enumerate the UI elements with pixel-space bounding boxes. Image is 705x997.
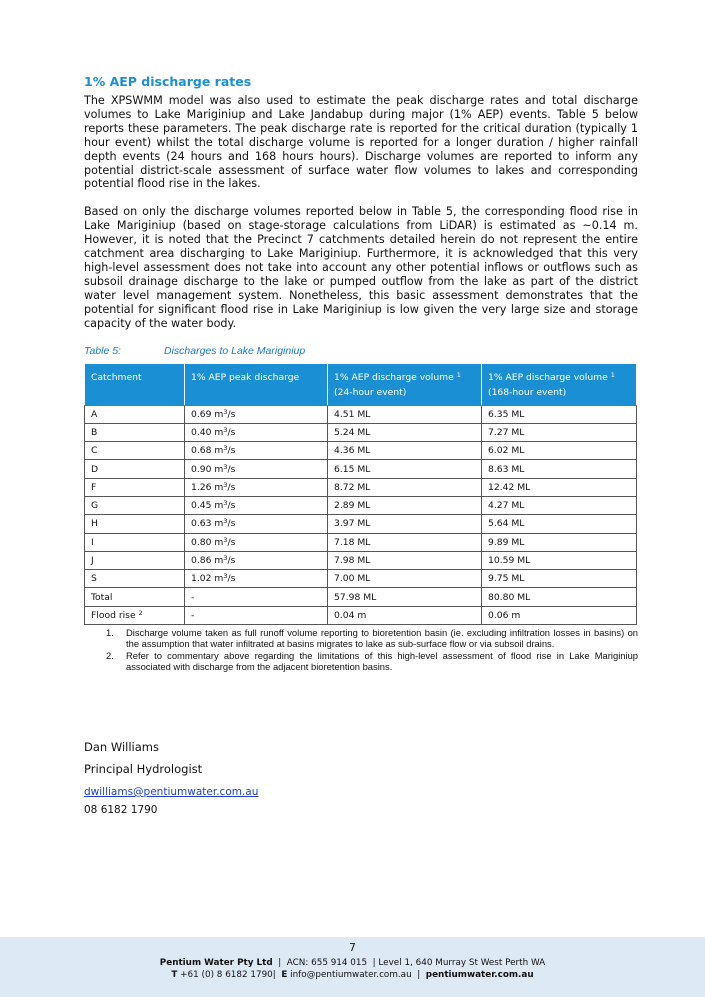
footnote-item [84,627,638,649]
page-footer [0,937,705,997]
footer-contact-line [0,970,705,980]
column-header [482,363,637,405]
cell-peak-discharge [185,551,328,569]
table-row [85,478,637,496]
cell-peak-discharge [185,478,328,496]
cell-peak-discharge [185,606,328,624]
unit-exponent: 3 [223,444,228,453]
catchment-label: D [91,463,99,475]
cell-volume-24h: 2.89 ML [328,496,482,514]
cell-catchment [85,423,185,441]
footer-company-name: Pentium Water Pty Ltd [159,958,273,968]
unit-exponent: 3 [223,462,228,471]
table-row [85,551,637,569]
peak-value: 0.80 m [191,536,224,548]
page-content [84,74,638,673]
cell-catchment [85,570,185,588]
cell-volume-168h: 6.35 ML [482,405,637,423]
cell-catchment [85,478,185,496]
catchment-label: I [91,536,94,548]
cell-volume-168h: 10.59 ML [482,551,637,569]
cell-peak-discharge [185,442,328,460]
unit-suffix: /s [227,555,236,567]
cell-peak-discharge [185,570,328,588]
cell-catchment [85,460,185,478]
footnote-ref: 1 [456,370,461,379]
peak-value: 0.86 m [191,555,224,567]
cell-volume-168h: 6.02 ML [482,442,637,460]
cell-volume-168h: 4.27 ML [482,496,637,514]
signatory-name: Dan Williams [84,740,159,754]
table-row [85,606,637,624]
cell-volume-24h: 7.98 ML [328,551,482,569]
cell-volume-24h: 4.36 ML [328,442,482,460]
footnote-number: 2. [106,650,114,662]
unit-suffix: /s [227,573,236,585]
catchment-label: J [91,555,94,567]
peak-value: 0.69 m [191,408,224,420]
table-header-row [85,363,637,405]
peak-value: 0.68 m [191,445,224,457]
cell-catchment [85,606,185,624]
cell-volume-24h: 0.04 m [328,606,482,624]
discharge-table [84,363,637,626]
signatory-phone: 08 6182 1790 [84,804,158,816]
cell-volume-168h: 12.42 ML [482,478,637,496]
cell-volume-168h: 9.75 ML [482,570,637,588]
unit-exponent: 3 [223,499,228,508]
peak-value: 1.02 m [191,573,224,585]
unit-suffix: /s [227,518,236,530]
footnote-ref: 2 [138,608,143,617]
table-row [85,570,637,588]
unit-exponent: 3 [223,480,228,489]
cell-peak-discharge [185,423,328,441]
column-header-label: 1% AEP discharge volume [334,371,457,383]
peak-value: - [191,591,195,603]
catchment-label: C [91,445,98,457]
column-header [185,363,328,405]
catchment-label: H [91,518,98,530]
unit-suffix: /s [227,463,236,475]
footnote-ref: 1 [610,370,615,379]
cell-peak-discharge [185,496,328,514]
cell-catchment [85,533,185,551]
table-row [85,588,637,606]
column-header-sublabel: (24-hour event) [334,386,407,398]
footer-phone: +61 (0) 8 6182 1790| [177,970,282,980]
catchment-label: A [91,408,98,420]
footer-company-line [0,958,705,968]
peak-value: 0.63 m [191,518,224,530]
paragraph-1: The XPSWMM model was also used to estimate the peak discharge rates and total discharge volumes to Lake Mariginiup and Lake Jandabup during major (1% AEP) events. Table 5 below reports these parameters. The peak discharge rate is reported for the critical duration (typically 1 hour event) whilst the total discharge volume is reported for a longer duration / higher rainfall depth events (24 hours and 168 hours hours). Discharge volumes are reported to inform any potential district-scale assessment of surface water flow volumes to lakes and corresponding potential flood rise in the lakes. [84,94,638,191]
table-row [85,423,637,441]
cell-volume-168h: 9.89 ML [482,533,637,551]
cell-volume-24h: 7.18 ML [328,533,482,551]
cell-volume-24h: 6.15 ML [328,460,482,478]
footnote-number: 1. [106,627,114,639]
table-footnotes [84,627,638,672]
unit-exponent: 3 [223,554,228,563]
table-row [85,533,637,551]
unit-suffix: /s [227,408,236,420]
section-heading: 1% AEP discharge rates [84,74,252,89]
unit-exponent: 3 [223,517,228,526]
footer-email: info@pentiumwater.com.au | [287,970,426,980]
cell-volume-24h: 7.00 ML [328,570,482,588]
footer-company-details: | ACN: 655 914 015 | Level 1, 640 Murray St West Perth WA [272,958,546,968]
table-row [85,442,637,460]
table-caption [84,345,638,357]
cell-volume-168h: 7.27 ML [482,423,637,441]
footnote-text: Discharge volume taken as full runoff volume reporting to bioretention basin (ie. excluding infiltration losses in basins) on the assumption that water infiltrated at basins migrates to lake as sub-surface flow or via subsoil drains. [126,627,638,650]
unit-suffix: /s [227,445,236,457]
footer-phone-label: T [171,970,178,980]
cell-catchment [85,442,185,460]
catchment-label: B [91,426,98,438]
cell-catchment [85,405,185,423]
unit-exponent: 3 [223,425,228,434]
page-number: 7 [349,942,356,954]
unit-suffix: /s [227,536,236,548]
column-header [85,363,185,405]
catchment-label: Total [91,591,113,603]
cell-catchment [85,551,185,569]
footnote-text: Refer to commentary above regarding the limitations of this high-level assessment of flood rise in Lake Mariginiup associated with discharge from the adjacent bioretention basins. [126,650,638,673]
unit-exponent: 3 [223,535,228,544]
table-caption-number: Table 5: [84,344,121,357]
unit-exponent: 3 [223,407,228,416]
peak-value: 0.45 m [191,500,224,512]
column-header-sublabel: (168-hour event) [488,386,567,398]
peak-value: 0.90 m [191,463,224,475]
cell-peak-discharge [185,588,328,606]
catchment-label: G [91,500,99,512]
signatory-title: Principal Hydrologist [84,762,203,776]
column-header-label: Catchment [91,371,142,383]
cell-peak-discharge [185,405,328,423]
catchment-label: F [91,481,97,493]
peak-value: - [191,609,195,621]
column-header-label: 1% AEP peak discharge [191,371,300,383]
unit-exponent: 3 [223,572,228,581]
cell-volume-168h: 5.64 ML [482,515,637,533]
cell-peak-discharge [185,460,328,478]
cell-volume-168h: 8.63 ML [482,460,637,478]
unit-suffix: /s [227,426,236,438]
email-link[interactable]: dwilliams@pentiumwater.com.au [84,786,259,798]
table-row [85,496,637,514]
table-row [85,515,637,533]
unit-suffix: /s [227,481,236,493]
cell-volume-24h: 3.97 ML [328,515,482,533]
cell-catchment [85,496,185,514]
paragraph-2: Based on only the discharge volumes reported below in Table 5, the corresponding flood rise in Lake Mariginiup (based on stage-storage calculations from LiDAR) is estimated as ~0.14 m. However, it is noted that the Precinct 7 catchments detailed herein do not represent the entire catchment area discharging to Lake Mariginiup. Furthermore, it is acknowledged that this very high-level assessment does not take into account any other potential inflows or outflows such as subsoil drainage discharge to the lake or pumped outflow from the lake as part of the district water level management system. Nonetheless, this basic assessment demonstrates that the potential for significant flood rise in Lake Mariginiup is low given the very large size and storage capacity of the water body. [84,205,638,330]
cell-volume-24h: 8.72 ML [328,478,482,496]
column-header [328,363,482,405]
table-row [85,460,637,478]
cell-volume-24h: 57.98 ML [328,588,482,606]
catchment-label: Flood rise [91,609,139,621]
catchment-label: S [91,573,97,585]
cell-volume-168h: 0.06 m [482,606,637,624]
cell-volume-24h: 4.51 ML [328,405,482,423]
table-row [85,405,637,423]
table-caption-title: Discharges to Lake Mariginiup [164,344,306,357]
peak-value: 0.40 m [191,426,224,438]
cell-peak-discharge [185,515,328,533]
cell-peak-discharge [185,533,328,551]
peak-value: 1.26 m [191,481,224,493]
cell-catchment [85,588,185,606]
cell-volume-24h: 5.24 ML [328,423,482,441]
footer-email-label: E [281,970,288,980]
column-header-label: 1% AEP discharge volume [488,371,611,383]
footnote-item [84,650,638,672]
cell-volume-168h: 80.80 ML [482,588,637,606]
unit-suffix: /s [227,500,236,512]
signature-block [84,740,258,816]
cell-catchment [85,515,185,533]
footer-website: pentiumwater.com.au [425,970,534,980]
